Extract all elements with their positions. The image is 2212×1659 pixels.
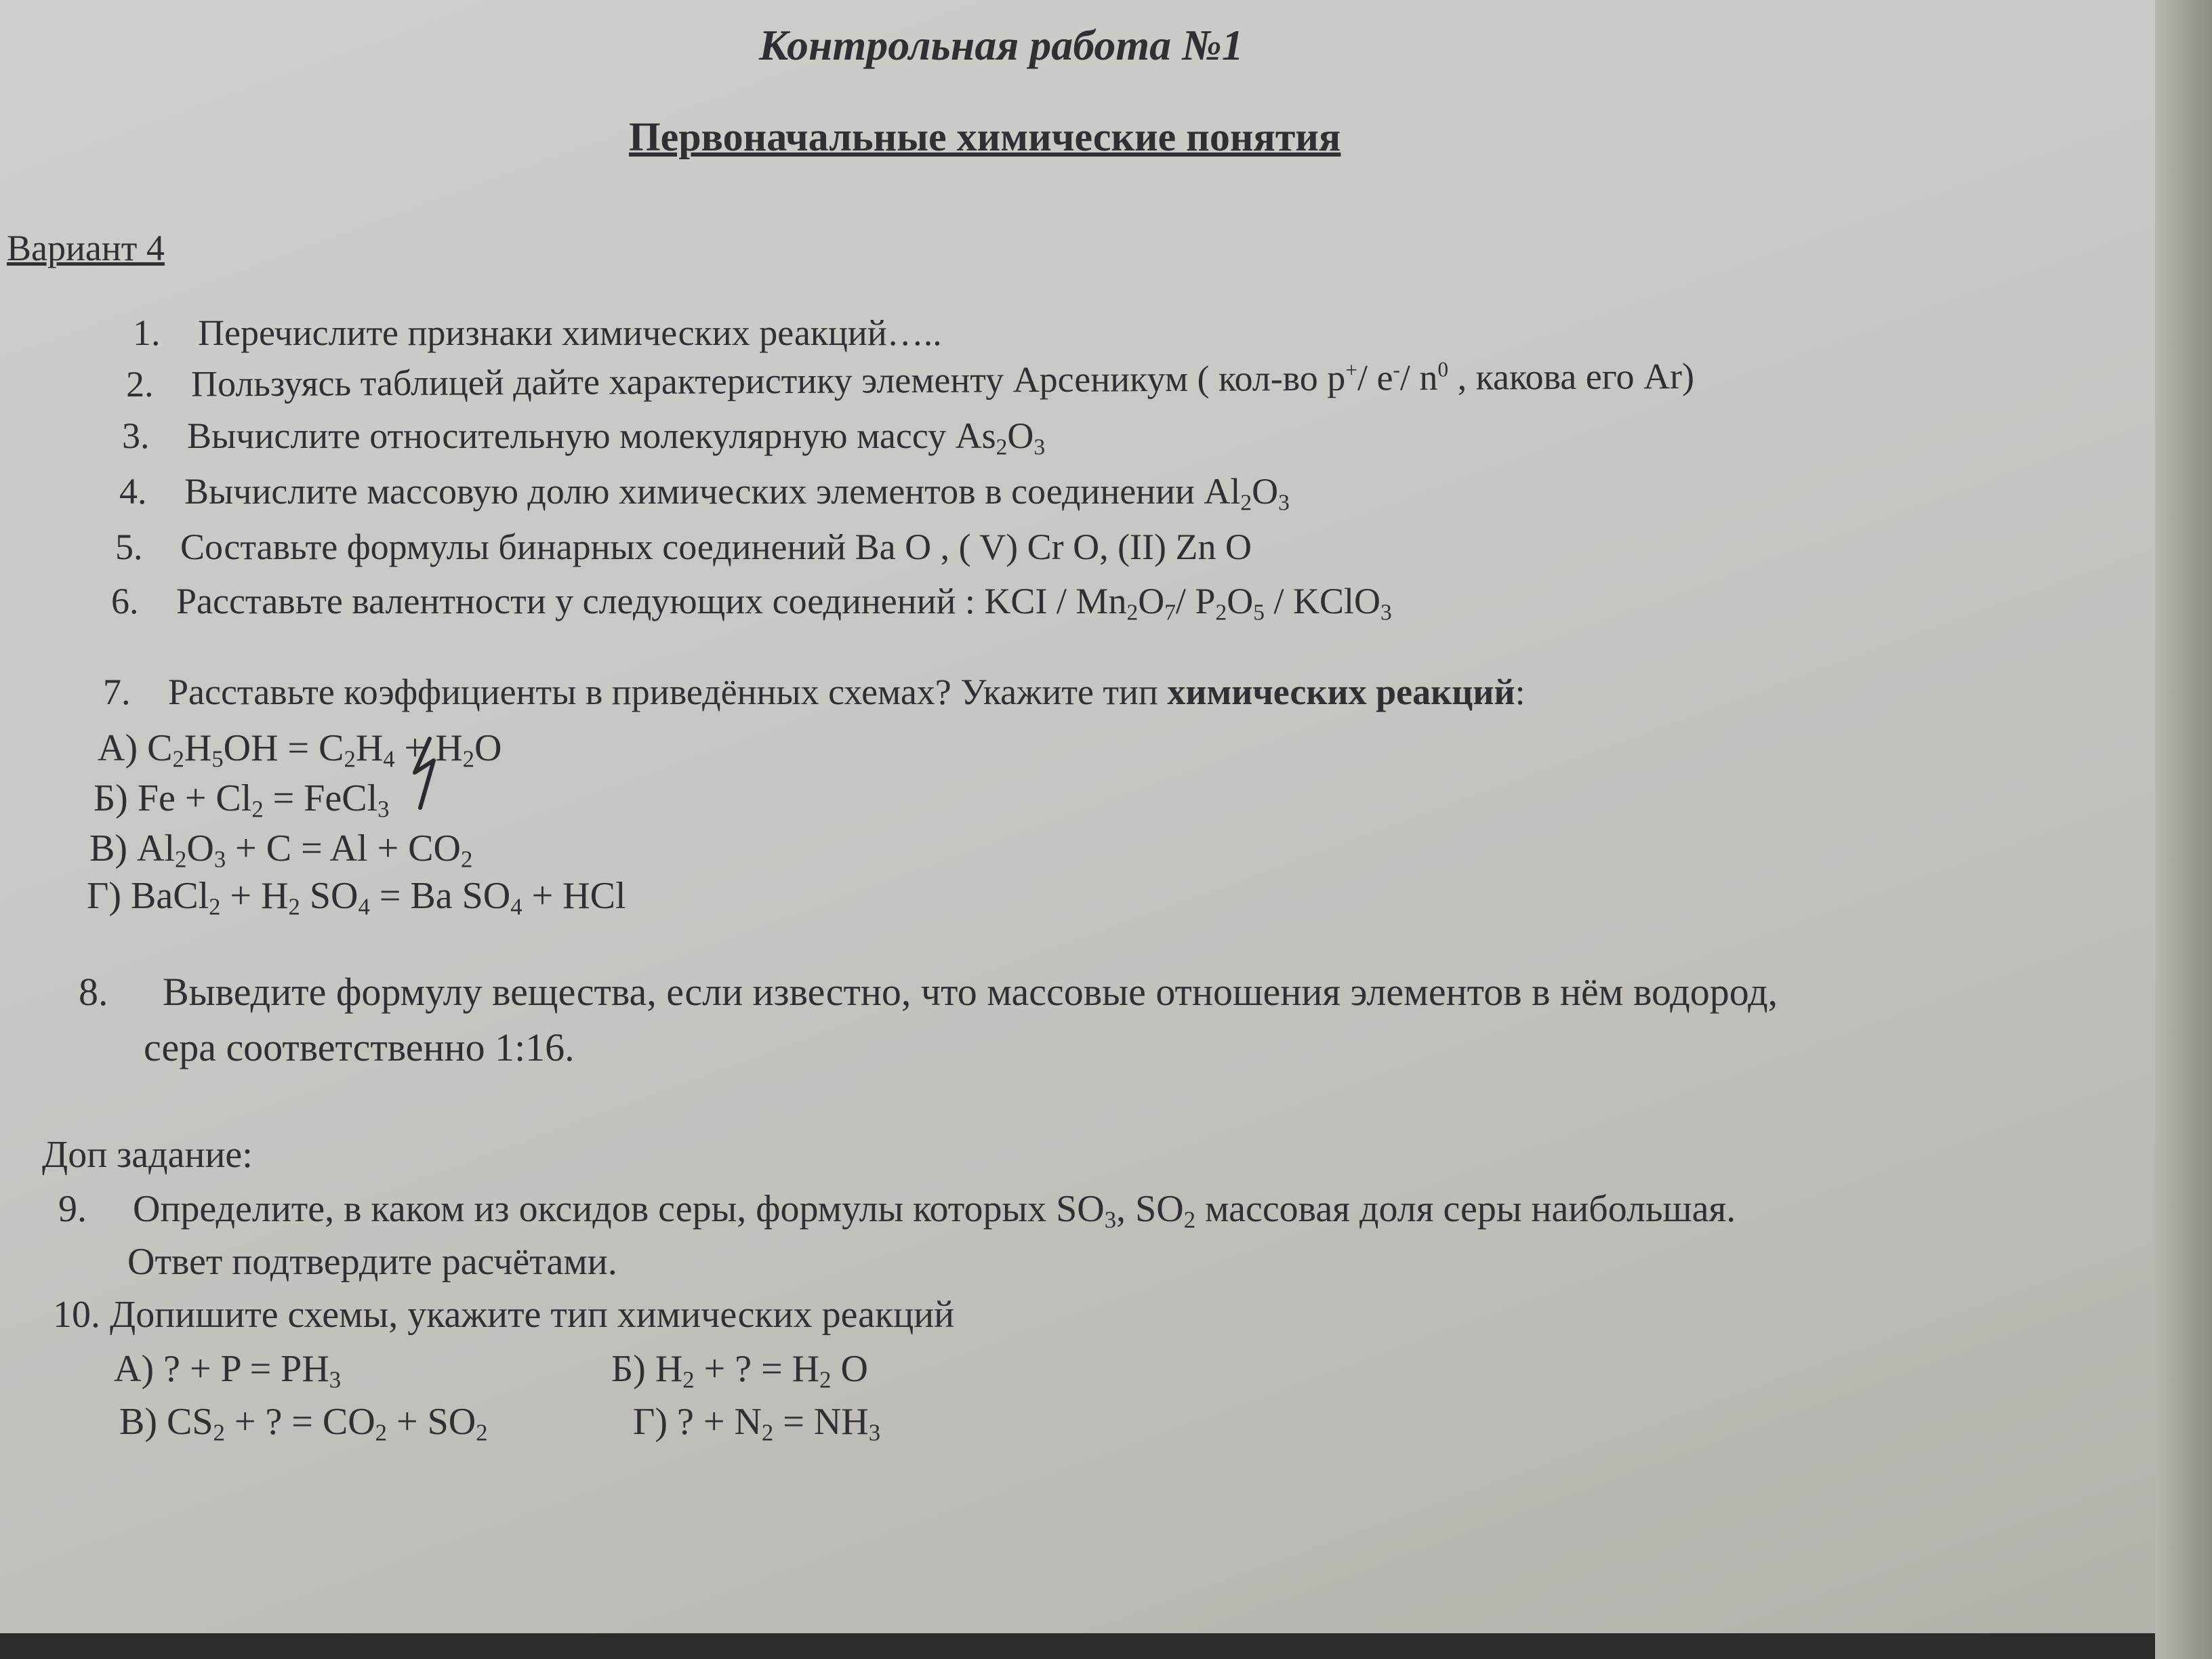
formula-part: + HCl	[522, 875, 626, 917]
question-5	[115, 526, 1252, 568]
question-text: Расставьте валентности у следующих соединений : KCI / Mn	[176, 581, 1127, 621]
formula-part: , SO	[1116, 1188, 1184, 1230]
formula-part: = FeCl	[263, 777, 378, 819]
question-number: 7.	[103, 672, 131, 712]
question-number: 3.	[122, 415, 150, 456]
question-text: Вычислите массовую долю химических элементов в соединении Al	[184, 471, 1241, 512]
neutron-charge: 0	[1437, 357, 1449, 382]
subscript: 2	[172, 745, 184, 773]
formula-part: CS	[167, 1401, 213, 1443]
formula-part: / KClO	[1264, 581, 1380, 621]
subscript: 2	[288, 893, 300, 920]
subscript: 2	[682, 1366, 695, 1393]
question-9-line-2: Ответ подтвердите расчётами.	[127, 1241, 617, 1283]
question-text-part: , какова его Ar)	[1448, 355, 1695, 398]
formula-part: + ? = CO	[224, 1401, 375, 1443]
question-7	[103, 671, 1525, 713]
question-2	[126, 355, 1694, 405]
subscript: 3	[377, 796, 390, 823]
subscript: 2	[460, 846, 473, 873]
reaction-10d	[633, 1400, 881, 1446]
subscript: 2	[209, 893, 221, 920]
subscript: 3	[1033, 434, 1046, 460]
reaction-label: А)	[98, 727, 138, 769]
formula-part: O	[1007, 415, 1034, 456]
question-number: 5.	[115, 527, 143, 567]
reaction-label: Г)	[633, 1401, 668, 1443]
subscript: 2	[1240, 490, 1252, 516]
subscript: 7	[1164, 600, 1176, 626]
subscript: 2	[462, 745, 475, 773]
question-text: Перечислите признаки химических реакций…..	[198, 312, 942, 353]
formula-part: Fe + Cl	[137, 777, 252, 819]
extra-task-heading: Доп задание:	[42, 1134, 253, 1176]
subscript: 2	[344, 745, 356, 773]
question-text: Вычислите относительную молекулярную массу As	[187, 415, 996, 456]
subscript: 3	[213, 846, 226, 873]
question-number: 8.	[79, 970, 108, 1014]
question-9	[58, 1187, 1736, 1231]
formula-part: O	[474, 727, 502, 769]
formula-part: H	[184, 727, 212, 769]
question-text-part: / e	[1357, 357, 1393, 398]
subscript: 2	[819, 1366, 832, 1393]
question-number: 9.	[58, 1188, 87, 1230]
formula-part: OH = C	[223, 727, 344, 769]
formula-part: = NH	[773, 1401, 869, 1443]
question-3	[122, 415, 1046, 460]
reaction-label: Г)	[87, 875, 122, 917]
formula-part: + H	[220, 875, 289, 917]
paper-edge	[2155, 0, 2212, 1659]
formula-part: O	[831, 1348, 868, 1390]
question-text: Пользуясь таблицей дайте характеристику элементу Арсеникум ( кол-во p	[190, 357, 1346, 405]
reaction-10b	[611, 1347, 868, 1391]
reaction-label: Б)	[611, 1348, 646, 1390]
formula-part: Al	[137, 827, 175, 869]
subscript: 3	[329, 1366, 342, 1393]
question-number: 4.	[119, 471, 147, 512]
reaction-7d	[87, 874, 626, 918]
question-text-part: / n	[1399, 356, 1438, 398]
reaction-label: В)	[119, 1401, 157, 1443]
pencil-mark	[407, 733, 447, 815]
question-8-line-2: сера соответственно 1:16.	[144, 1025, 575, 1069]
subscript: 2	[996, 434, 1008, 460]
reaction-10a	[114, 1347, 341, 1391]
formula-part: C	[147, 727, 173, 769]
subscript: 2	[1215, 600, 1227, 626]
subscript: 2	[1183, 1206, 1196, 1233]
formula-part: H	[355, 727, 384, 769]
question-text-bold: химических реакций	[1167, 672, 1515, 712]
page-title: Контрольная работа №1	[759, 21, 1244, 69]
subscript: 3	[1380, 600, 1392, 626]
proton-charge: +	[1345, 358, 1358, 382]
subscript: 2	[251, 796, 264, 823]
question-text: Расставьте коэффициенты в приведённых схемах? Укажите тип	[168, 672, 1168, 712]
formula-part: + C = Al + CO	[226, 827, 461, 869]
subscript: 4	[383, 745, 395, 773]
formula-part: O	[186, 827, 214, 869]
question-text-part: :	[1515, 672, 1525, 712]
formula-part: + H	[394, 727, 463, 769]
subscript: 5	[211, 745, 224, 773]
formula-part: O	[1138, 581, 1165, 621]
reaction-label: В)	[89, 827, 127, 869]
question-number: 1.	[133, 312, 161, 353]
formula-part: H	[655, 1348, 683, 1390]
question-10	[53, 1293, 954, 1336]
subscript: 2	[1126, 600, 1139, 626]
formula-part: O	[1252, 471, 1279, 512]
formula-part: O	[1227, 581, 1254, 621]
formula-part: / P	[1175, 581, 1216, 621]
subscript: 2	[213, 1419, 225, 1446]
subscript: 3	[1104, 1206, 1117, 1233]
reaction-10c	[119, 1400, 488, 1446]
subscript: 4	[510, 893, 523, 920]
question-number: 10.	[53, 1294, 100, 1336]
reaction-label: Б)	[94, 777, 128, 819]
subscript: 4	[358, 893, 370, 920]
question-8	[79, 969, 1778, 1015]
question-text: Определите, в каком из оксидов серы, формулы которых SO	[133, 1188, 1105, 1230]
subscript: 2	[476, 1419, 488, 1446]
question-text: Допишите схемы, укажите тип химических реакций	[110, 1294, 955, 1336]
reaction-7b	[94, 777, 390, 823]
reaction-label: А)	[114, 1348, 155, 1390]
reaction-7c	[89, 827, 473, 873]
formula-part: + ? = H	[694, 1348, 820, 1390]
variant-label: Вариант 4	[7, 228, 165, 268]
subscript: 5	[1253, 600, 1265, 626]
formula-part: BaCl	[131, 875, 209, 917]
question-1	[133, 312, 942, 354]
formula-part: = Ba SO	[369, 875, 511, 917]
formula-part: ? + N	[677, 1401, 762, 1443]
question-number: 6.	[111, 581, 139, 621]
formula-part: SO	[300, 875, 359, 917]
question-4	[119, 470, 1290, 516]
subscript: 3	[868, 1419, 881, 1446]
question-text: Составьте формулы бинарных соединений Ba O , ( V) Cr O, (II) Zn O	[180, 527, 1252, 567]
formula-part: + SO	[387, 1401, 476, 1443]
question-6	[111, 580, 1392, 626]
question-text: Выведите формулу вещества, если известно, что массовые отношения элементов в нём водород,	[163, 970, 1778, 1014]
page-subtitle: Первоначальные химические понятия	[629, 115, 1341, 159]
question-text-part: массовая доля серы наибольшая.	[1195, 1188, 1736, 1230]
subscript: 2	[761, 1419, 774, 1446]
formula-part: ? + P = PH	[163, 1348, 329, 1390]
electron-charge: -	[1393, 357, 1400, 382]
question-number: 2.	[125, 363, 154, 405]
subscript: 2	[175, 846, 187, 873]
subscript: 3	[1278, 490, 1290, 516]
subscript: 2	[375, 1419, 388, 1446]
